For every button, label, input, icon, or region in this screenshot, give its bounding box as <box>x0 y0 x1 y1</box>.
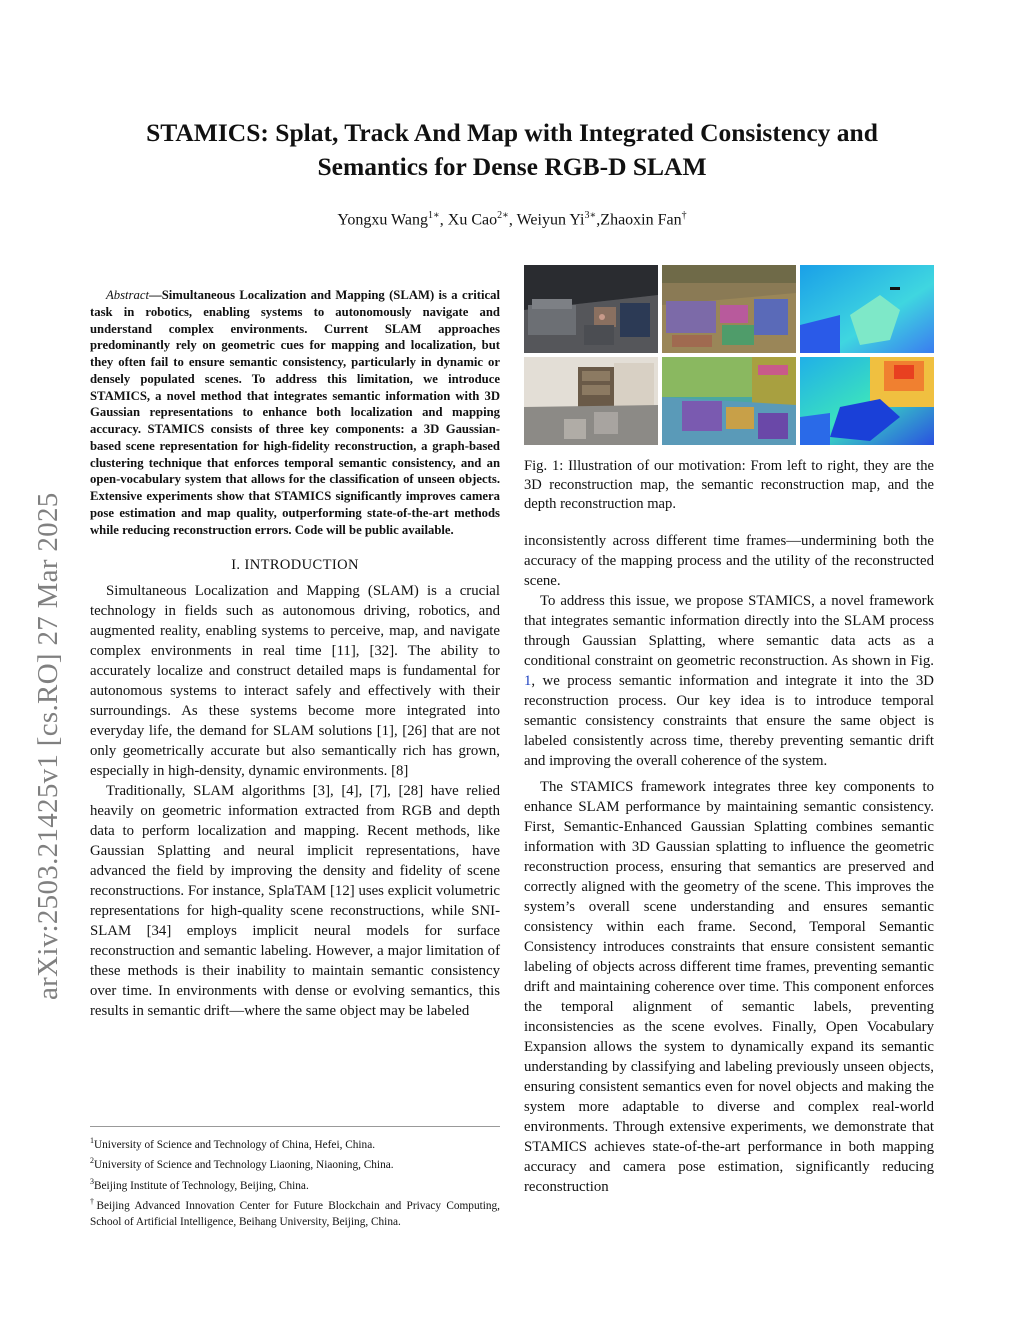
footnote-mark: 1 <box>90 1136 94 1145</box>
semantic-reconstruction-image <box>662 357 796 445</box>
depth-reconstruction-image <box>800 265 934 353</box>
footnote-mark: † <box>90 1197 97 1207</box>
footnote-text: University of Science and Technology Liaoning, Niaoning, China. <box>94 1159 394 1172</box>
author-affiliation-mark: 3∗ <box>584 210 597 221</box>
left-column <box>90 287 500 1021</box>
abstract-lead: Abstract <box>106 288 149 302</box>
intro-paragraph <box>524 591 934 771</box>
author-separator: , <box>439 211 448 229</box>
author-name: Yongxu Wang <box>337 211 428 229</box>
semantic-reconstruction-image <box>662 265 796 353</box>
paper-title: STAMICS: Splat, Track And Map with Integrated Consistency and Semantics for Dense RGB-D SLAM <box>146 118 878 181</box>
author-list <box>90 210 934 229</box>
author-affiliation-mark: † <box>681 210 687 221</box>
author-name: Zhaoxin Fan <box>600 211 682 229</box>
abstract-text: Simultaneous Localization and Mapping (SLAM) is a critical task in robotics, enabling systems to autonomously navigate and understand complex environments. Current SLAM approaches predominantly rely on geometric cues for mapping and localization, but they often fail to ensure semantic consistency, particularly in dynamic or densely populated scenes. To address this limitation, we introduce STAMICS, a novel method that integrates semantic information with 3D Gaussian representations to enhance both localization and mapping accuracy. STAMICS consists of three key components: a 3D Gaussian-based scene representation for high-fidelity reconstruction, a graph-based clustering technique that enforces temporal semantic consistency, and an open-vocabulary system that allows for the classification of unseen objects. Extensive experiments show that STAMICS significantly improves camera pose estimation and map quality, outperforming state-of-the-art methods while reducing reconstruction errors. Code will be public available. <box>90 288 500 537</box>
paragraph-text: , we process semantic information and integrate it into the 3D reconstruction process. Our key idea is to introduce temporal semantic consistency constraints that ensure the same object is labeled consistently across time, thereby preventing semantic drift and improving the overall coherence of the system. <box>524 673 934 769</box>
footnote <box>90 1153 500 1173</box>
intro-paragraph: Simultaneous Localization and Mapping (SLAM) is a crucial technology in fields such as autonomous driving, robotics, and augmented reality, enabling systems to perceive, map, and navigate complex environments in real time [11], [32]. The ability to accurately localize and construct detailed maps is fundamental for autonomous systems to interact safely and effectively with their surroundings. As these systems become more integrated into everyday life, the demand for SLAM solutions [1], [26] that are not only geometrically accurate but also semantically rich has grown, especially in high-density, dynamic environments. [8] <box>90 583 500 780</box>
rgb-reconstruction-image <box>524 265 658 353</box>
figure-reference-link[interactable]: 1 <box>524 673 532 689</box>
footnote <box>90 1174 500 1194</box>
footnote-text: University of Science and Technology of China, Hefei, China. <box>94 1138 376 1151</box>
arxiv-identifier-stamp: arXiv:2503.21425v1 [cs.RO] 27 Mar 2025 <box>32 492 64 1000</box>
intro-paragraph: inconsistently across different time frames—undermining both the accuracy of the mapping process and the utility of the reconstructed scene. <box>524 533 934 589</box>
abstract-dash: — <box>149 288 162 302</box>
intro-paragraph: The STAMICS framework integrates three key components to enhance SLAM performance by maintaining semantic consistency. First, Semantic-Enhanced Gaussian Splatting combines semantic information with 3D Gaussian splatting to influence the geometric reconstruction process, ensuring that semantics are preserved and correctly aligned with the geometry of the scene. This improves the system’s overall scene understanding and ensures semantic consistency within each frame. Second, Temporal Semantic Consistency introduces constraints that ensure consistent semantic labeling of objects across different time frames, preventing semantic drift and maintaining coherence over time. This component enforces the temporal alignment of semantic labels, preventing inconsistencies as the scene evolves. Finally, Open Vocabulary Expansion allows the system to dynamically expand its semantic understanding by classifying and labeling previously unseen objects, ensuring consistent semantics even for novel objects and making the system more adaptable to diverse and complex real-world environments. Through extensive experiments, we demonstrate that STAMICS achieves state-of-the-art performance in both mapping accuracy and camera pose estimation, significantly reducing reconstruction <box>524 779 934 1195</box>
author-affiliation-mark: 1∗ <box>427 210 440 221</box>
author-name: Weiyun Yi <box>516 211 585 229</box>
footnote <box>90 1194 500 1230</box>
author-affiliation-mark: 2∗ <box>497 210 509 221</box>
intro-paragraph: Traditionally, SLAM algorithms [3], [4], [7], [28] have relied heavily on geometric information extracted from RGB and depth data to perform localization and mapping. Recent methods, like Gaussian Splatting and neural implicit representations, have advanced the field by improving the density and fidelity of scene reconstructions. For instance, SplaTAM [12] uses explicit volumetric representations for high-quality scene reconstructions, while SNI-SLAM [34] employs implicit neural models for surface reconstruction and semantic labeling. However, a major limitation of these methods is their inability to maintain semantic consistency over time. In environments with dense or evolving semantics, this results in semantic drift—where the same object may be labeled <box>90 783 500 1020</box>
rgb-reconstruction-image <box>524 357 658 445</box>
author-separator: , <box>596 211 601 229</box>
footnote <box>90 1133 500 1153</box>
abstract <box>90 287 500 538</box>
right-column <box>524 265 934 1197</box>
footnote-text: Beijing Institute of Technology, Beijing, China. <box>94 1179 309 1192</box>
footnote-mark: 3 <box>90 1176 94 1186</box>
footnote-text: Beijing Advanced Innovation Center for Future Blockchain and Privacy Computing, School of Artificial Intelligence, Beihang University, Beijing, China. <box>90 1200 500 1228</box>
depth-reconstruction-image <box>800 357 934 445</box>
affiliation-footnotes <box>90 1126 500 1231</box>
author-separator: , <box>508 211 517 229</box>
footnote-mark: 2 <box>90 1156 94 1166</box>
section-heading-introduction: I. INTRODUCTION <box>231 557 359 574</box>
paragraph-text: To address this issue, we propose STAMICS, a novel framework that integrates semantic information directly into the SLAM process through Gaussian Splatting, where semantic data acts as a conditional constraint on geometric reconstruction. As shown in Fig. <box>524 593 934 669</box>
figure-1-caption: Fig. 1: Illustration of our motivation: From left to right, they are the 3D reconstruction map, the semantic reconstruction map, and the depth reconstruction map. <box>524 458 934 512</box>
author-name: Xu Cao <box>447 211 498 229</box>
figure-1-grid <box>524 265 934 445</box>
